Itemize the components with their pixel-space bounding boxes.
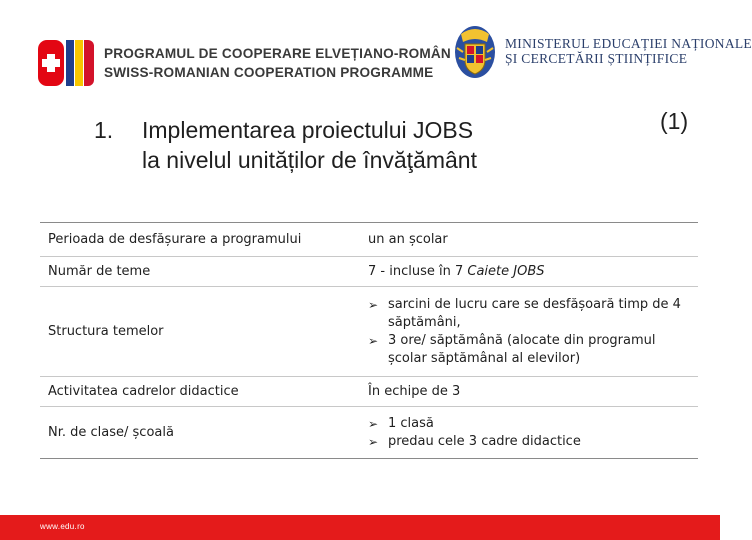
programme-title: [104, 44, 451, 82]
table-row: [40, 377, 698, 407]
ministry-name-line-2: ȘI CERCETĂRII ȘTIINȚIFICE: [505, 51, 688, 66]
row-label: Număr de teme: [40, 257, 358, 287]
row-value: [358, 287, 698, 377]
row-value: un an școlar: [358, 223, 698, 257]
row-value: [358, 407, 698, 459]
bullet-text: predau cele 3 cadre didactice: [388, 433, 581, 449]
ministry-name: [505, 36, 752, 66]
title-suffix: (1): [660, 108, 689, 134]
bullet-text: 1 clasă: [388, 415, 434, 431]
slide-title-line-1: [94, 115, 654, 145]
title-line-1-text: Implementarea proiectului JOBS: [142, 117, 474, 143]
row-label: Perioada de desfășurare a programului: [40, 223, 358, 257]
row-value: În echipe de 3: [358, 377, 698, 407]
arrow-bullet-icon: ➢: [368, 333, 379, 348]
row-label: Activitatea cadrelor didactice: [40, 377, 358, 407]
programme-title-en: SWISS-ROMANIAN COOPERATION PROGRAMME: [104, 65, 434, 80]
title-number: 1.: [94, 117, 114, 143]
bullet-text: sarcini de lucru care se desfășoară timp de 4 săptămâni,: [388, 296, 681, 330]
row-label: Structura temelor: [40, 287, 358, 377]
slide-title: [94, 115, 654, 175]
row-value-plain: 7 - incluse în 7: [368, 263, 468, 279]
swiss-romanian-cross-logo-icon: [38, 40, 94, 86]
table-row: [40, 223, 698, 257]
arrow-bullet-icon: ➢: [368, 416, 379, 431]
arrow-bullet-icon: ➢: [368, 434, 379, 449]
row-label: Nr. de clase/ școală: [40, 407, 358, 459]
slide-title-line-2: la nivelul unităților de învăţământ: [142, 147, 477, 173]
table-row: [40, 287, 698, 377]
romanian-coat-of-arms-icon: [453, 22, 497, 80]
row-value: [358, 257, 698, 287]
bullet-text: 3 ore/ săptămână (alocate din programul școlar săptămânal al elevilor): [388, 332, 656, 366]
list-item: [368, 415, 690, 433]
row-value-italic: Caiete JOBS: [467, 263, 545, 279]
ministry-name-line-1: MINISTERUL EDUCAȚIEI NAȚIONALE: [505, 36, 752, 51]
footer-bar: [0, 515, 720, 540]
bullet-list: [368, 296, 690, 368]
list-item: [368, 296, 690, 332]
project-info-table: [40, 222, 698, 459]
table-row: [40, 407, 698, 459]
programme-title-ro: PROGRAMUL DE COOPERARE ELVEȚIANO-ROMÂN: [104, 46, 451, 61]
bullet-list: [368, 415, 690, 451]
arrow-bullet-icon: ➢: [368, 297, 379, 312]
footer-url-link[interactable]: www.edu.ro: [40, 522, 85, 531]
table-row: [40, 257, 698, 287]
list-item: [368, 433, 690, 451]
list-item: [368, 332, 690, 368]
